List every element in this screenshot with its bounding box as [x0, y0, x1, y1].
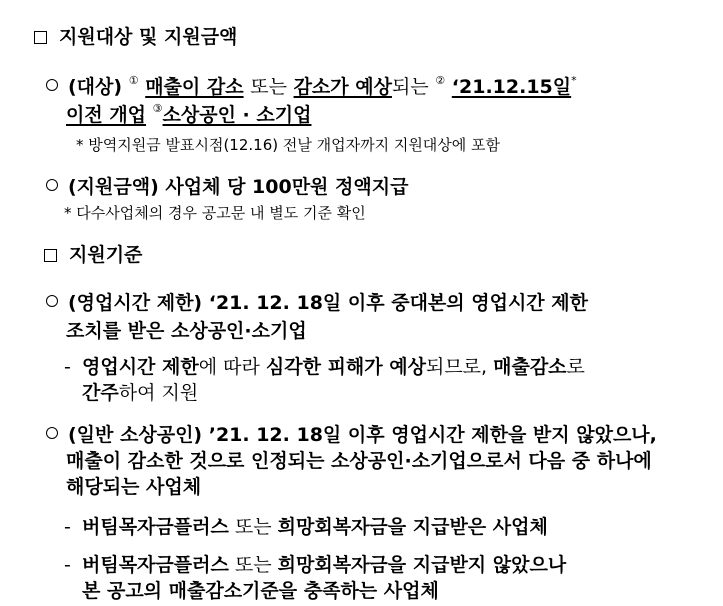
criteria-item2-sub-b-line1: - 버팀목자금플러스 또는 희망회복자금을 지급받지 않았으나 — [64, 554, 567, 576]
criteria-item2-sub-b-line2: 본 공고의 매출감소기준을 충족하는 사업체 — [82, 580, 439, 602]
condition-open-date: ‘21.12.15일 — [451, 76, 572, 98]
checkbox-square-icon — [44, 249, 57, 262]
criteria-item2-sub-a: - 버팀목자금플러스 또는 희망회복자금을 지급받은 사업체 — [64, 516, 548, 538]
criteria-item1-sub-line1: - 영업시간 제한에 따라 심각한 피해가 예상되므로, 매출감소로 — [64, 356, 585, 378]
target-item-line1: (대상) ① 매출이 감소 또는 감소가 예상되는 ② ‘21.12.15일* — [46, 72, 577, 99]
section-heading-criteria: 지원기준 — [44, 240, 142, 267]
condition-sales-decrease: 매출이 감소 — [145, 76, 244, 98]
checkbox-square-icon — [34, 31, 47, 44]
criteria-item2-line3: 해당되는 사업체 — [66, 476, 202, 498]
criteria-item1-sub-line2: 간주하여 지원 — [82, 382, 199, 404]
criteria-item2-line2: 매출이 감소한 것으로 인정되는 소상공인·소기업으로서 다음 중 하나에 — [66, 450, 652, 472]
criteria-item1-line1: (영업시간 제한) ‘21. 12. 18일 이후 중대본의 영업시간 제한 — [46, 288, 588, 315]
condition-expected-decrease: 감소가 예상 — [293, 76, 392, 98]
criteria-item2-line1: (일반 소상공인) ’21. 12. 18일 이후 영업시간 제한을 받지 않았으나, — [46, 420, 657, 447]
condition-small-business: 소상공인 · 소기업 — [162, 104, 312, 126]
amount-item: (지원금액) 사업체 당 100만원 정액지급 — [46, 172, 408, 199]
bullet-circle-icon — [46, 427, 58, 439]
target-item-line2: 이전 개업 ③소상공인 · 소기업 — [66, 102, 312, 126]
criteria-item1-line2: 조치를 받은 소상공인·소기업 — [66, 320, 307, 342]
amount-note: * 다수사업체의 경우 공고문 내 별도 기준 확인 — [64, 204, 366, 222]
bullet-circle-icon — [46, 179, 58, 191]
bullet-circle-icon — [46, 295, 58, 307]
bullet-circle-icon — [46, 79, 58, 91]
target-note: * 방역지원금 발표시점(12.16) 전날 개업자까지 지원대상에 포함 — [76, 136, 501, 154]
section-heading-target-amount: 지원대상 및 지원금액 — [34, 22, 237, 49]
